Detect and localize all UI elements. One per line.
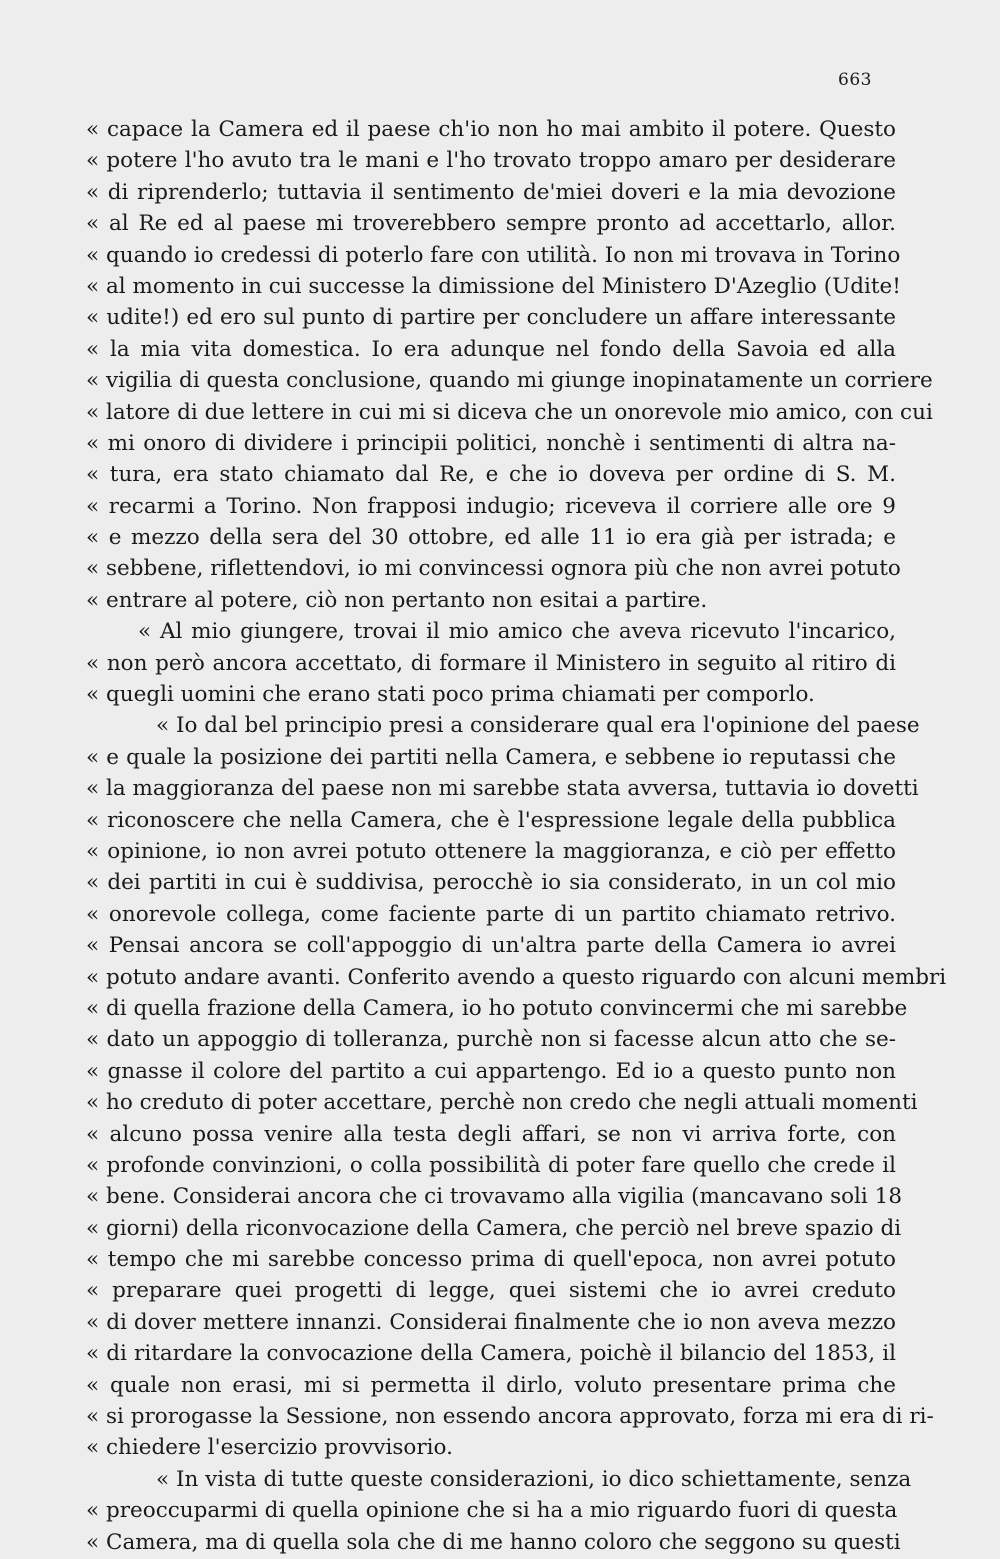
text-line: « giorni) della riconvocazione della Camera, che perciò nel breve spazio di xyxy=(86,1215,902,1241)
text-line: « quando io credessi di poterlo fare con utilità. Io non mi trovava in Torino xyxy=(86,242,901,268)
text-line: « capace la Camera ed il paese ch'io non ho mai ambito il potere. Questo xyxy=(86,117,896,142)
text-line: « opinione, io non avrei potuto ottenere la maggioranza, e ciò per effetto xyxy=(86,838,896,864)
text-line: « ho creduto di poter accettare, perchè non credo che negli attuali momenti xyxy=(86,1090,918,1116)
text-line: « di ritardare la convocazione della Camera, poichè il bilancio del 1853, il xyxy=(86,1341,896,1367)
text-line: « vigilia di questa conclusione, quando mi giunge inopinatamente un corriere xyxy=(86,368,933,394)
text-line: « quegli uomini che erano stati poco prima chiamati per comporlo. xyxy=(86,682,815,708)
text-line: « In vista di tutte queste considerazioni, io dico schiettamente, senza xyxy=(156,1466,912,1492)
text-line: « la maggioranza del paese non mi sarebbe stata avversa, tuttavia io dovetti xyxy=(86,776,919,802)
text-line: « Camera, ma di quella sola che di me hanno coloro che seggono su questi xyxy=(86,1529,901,1555)
text-line: « di quella frazione della Camera, io ho potuto convincermi che mi sarebbe xyxy=(86,995,908,1021)
body-text xyxy=(86,114,947,1558)
text-line: « latore di due lettere in cui mi si diceva che un onorevole mio amico, con cui xyxy=(86,399,933,425)
text-line: « riconoscere che nella Camera, che è l'espressione legale della pubblica xyxy=(86,807,896,833)
text-line: « bene. Considerai ancora che ci trovavamo alla vigilia (mancavano soli 18 xyxy=(86,1184,902,1210)
page-number: 663 xyxy=(838,70,872,90)
text-line: « dei partiti in cui è suddivisa, perocchè io sia considerato, in un col mio xyxy=(86,870,896,896)
text-line: « preparare quei progetti di legge, quei sistemi che io avrei creduto xyxy=(86,1278,896,1304)
text-line: « potuto andare avanti. Conferito avendo a questo riguardo con alcuni membri xyxy=(86,964,947,990)
text-line: « la mia vita domestica. Io era adunque nel fondo della Savoia ed alla xyxy=(86,336,896,362)
text-line: « e mezzo della sera del 30 ottobre, ed alle 11 io era già per istrada; e xyxy=(86,525,896,551)
text-line: « di dover mettere innanzi. Considerai finalmente che io non aveva mezzo xyxy=(86,1309,896,1335)
text-line: « sebbene, riflettendovi, io mi convincessi ognora più che non avrei potuto xyxy=(86,556,901,582)
paragraph xyxy=(86,114,933,616)
paragraph xyxy=(86,616,896,710)
text-line: « tempo che mi sarebbe concesso prima di quell'epoca, non avrei potuto xyxy=(86,1247,896,1273)
text-line: « Io dal bel principio presi a considerare qual era l'opinione del paese xyxy=(156,713,920,739)
paragraph xyxy=(86,1464,912,1558)
text-line: « Al mio giungere, trovai il mio amico che aveva ricevuto l'incarico, xyxy=(138,619,896,645)
text-line: « chiedere l'esercizio provvisorio. xyxy=(86,1435,453,1461)
text-line: « dato un appoggio di tolleranza, purchè non si facesse alcun atto che se- xyxy=(86,1027,896,1053)
text-line: « udite!) ed ero sul punto di partire per concludere un affare interessante xyxy=(86,305,896,331)
text-line: « mi onoro di dividere i principii politici, nonchè i sentimenti di altra na- xyxy=(86,430,896,456)
text-line: « profonde convinzioni, o colla possibilità di poter fare quello che crede il xyxy=(86,1152,896,1178)
text-line: « alcuno possa venire alla testa degli affari, se non vi arriva forte, con xyxy=(86,1121,896,1147)
text-line: « Pensai ancora se coll'appoggio di un'altra parte della Camera io avrei xyxy=(86,933,896,959)
paragraph xyxy=(86,710,947,1463)
text-line: « quale non erasi, mi si permetta il dirlo, voluto presentare prima che xyxy=(86,1372,896,1398)
text-line: « onorevole collega, come faciente parte di un partito chiamato retrivo. xyxy=(86,901,896,927)
text-line: « non però ancora accettato, di formare il Ministero in seguito al ritiro di xyxy=(86,650,896,676)
text-line: « e quale la posizione dei partiti nella Camera, e sebbene io reputassi che xyxy=(86,744,896,770)
text-line: « tura, era stato chiamato dal Re, e che io doveva per ordine di S. M. xyxy=(86,462,896,488)
text-line: « gnasse il colore del partito a cui appartengo. Ed io a questo punto non xyxy=(86,1058,896,1084)
text-line: « potere l'ho avuto tra le mani e l'ho trovato troppo amaro per desiderare xyxy=(86,148,896,174)
text-line: « di riprenderlo; tuttavia il sentimento de'miei doveri e la mia devozione xyxy=(86,179,896,205)
text-line: « al Re ed al paese mi troverebbero sempre pronto ad accettarlo, allor. xyxy=(86,211,896,237)
text-line: « recarmi a Torino. Non frapposi indugio; riceveva il corriere alle ore 9 xyxy=(86,493,896,519)
text-line: « preoccuparmi di quella opinione che si ha a mio riguardo fuori di questa xyxy=(86,1498,898,1524)
text-line: « si prorogasse la Sessione, non essendo ancora approvato, forza mi era di ri- xyxy=(86,1404,934,1430)
text-line: « al momento in cui successe la dimissione del Ministero D'Azeglio (Udite! xyxy=(86,273,901,299)
text-line: « entrare al potere, ciò non pertanto non esitai a partire. xyxy=(86,587,708,613)
